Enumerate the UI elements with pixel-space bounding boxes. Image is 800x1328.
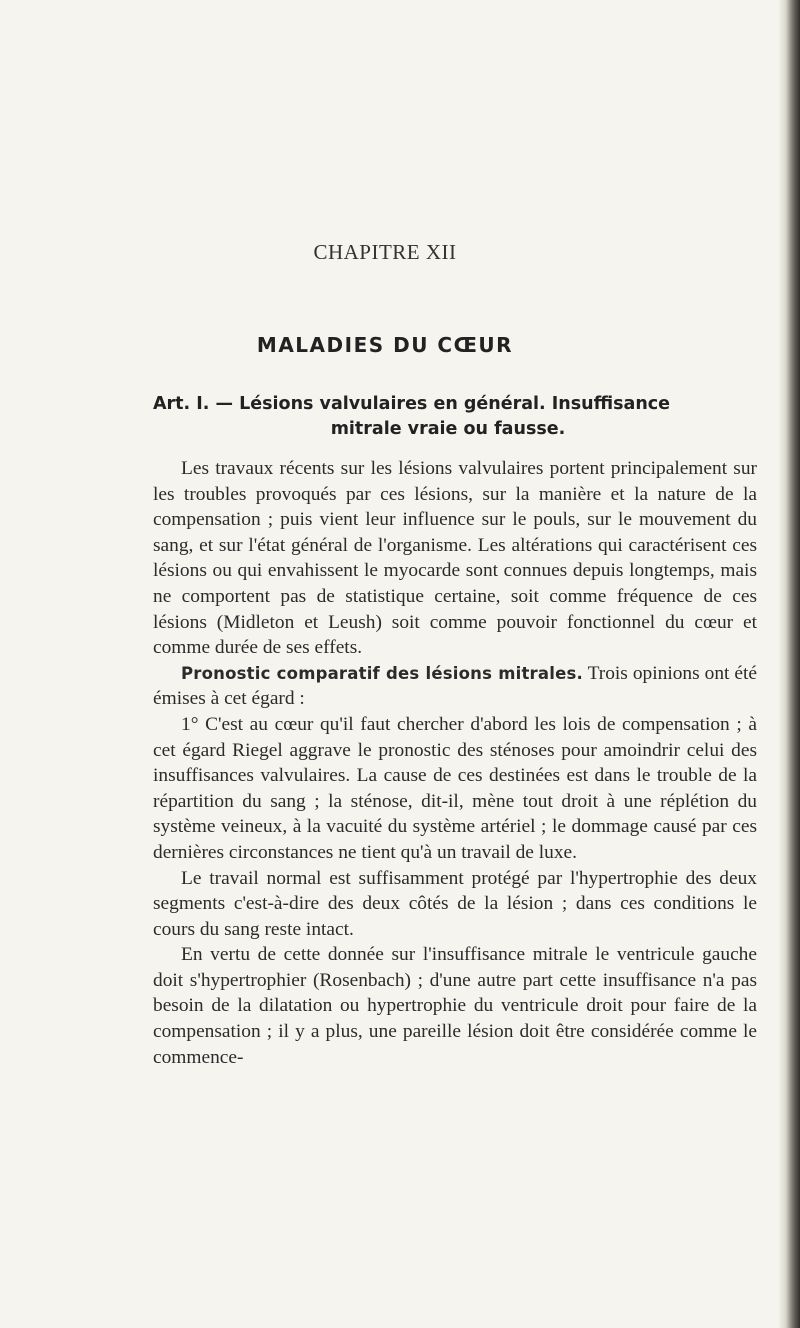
body-text (153, 456, 757, 1070)
article-heading-line-1: Art. I. — Lésions valvulaires en général. Insuffisance (153, 394, 671, 414)
paragraph-1: Les travaux récents sur les lésions valvulaires portent principalement sur les troubles provoqués par ces lésions, sur la manière et la nature de la compensation ; puis vient leur influence sur le pouls, sur le mouvement du sang, et sur l'état général de l'organisme. Les altérations qui caractérisent ces lésions ou qui envahissent le myocarde sont connues depuis longtemps, mais ne comportent pas de statistique certaine, soit comme fréquence de ces lésions (Midleton et Leush) soit comme pouvoir fonctionnel du cœur et comme durée de ses effets. (153, 458, 757, 659)
paragraph-2-text: Trois opinions ont été émises à cet égard : (153, 662, 757, 710)
chapter-heading: CHAPITRE XII (313, 240, 457, 264)
article-heading-line-2: mitrale vraie ou fausse. (330, 419, 566, 439)
paragraph-subhead: Pronostic comparatif des lésions mitrales. (181, 663, 583, 683)
article-heading (153, 392, 753, 442)
paragraph-4: Le travail normal est suffisamment protégé par l'hypertrophie des deux segments c'est-à-dire des deux côtés de la lésion ; dans ces conditions le cours du sang reste intact. (153, 867, 757, 940)
section-title: MALADIES DU CŒUR (256, 333, 514, 357)
paragraph-5: En vertu de cette donnée sur l'insuffisance mitrale le ventricule gauche doit s'hypertrophier (Rosenbach) ; d'une autre part cette insuffisance n'a pas besoin de la dilatation ou hypertrophie du ventricule droit pour faire de la compensation ; il y a plus, une pareille lésion doit être considérée comme le commence- (153, 944, 757, 1068)
paragraph-3: 1° C'est au cœur qu'il faut chercher d'abord les lois de compensation ; à cet égard Riegel aggrave le pronostic des sténoses pour amoindrir celui des insuffisances valvulaires. La cause de ces destinées est dans le trouble de la répartition du sang ; la sténose, dit-il, mène tout droit à une réplétion du système veineux, à la vacuité du système artériel ; le dommage causé par ces dernières circonstances ne tient qu'à un travail de luxe. (153, 713, 757, 863)
paragraph-2 (153, 661, 757, 712)
page-edge-shadow (778, 0, 800, 1328)
